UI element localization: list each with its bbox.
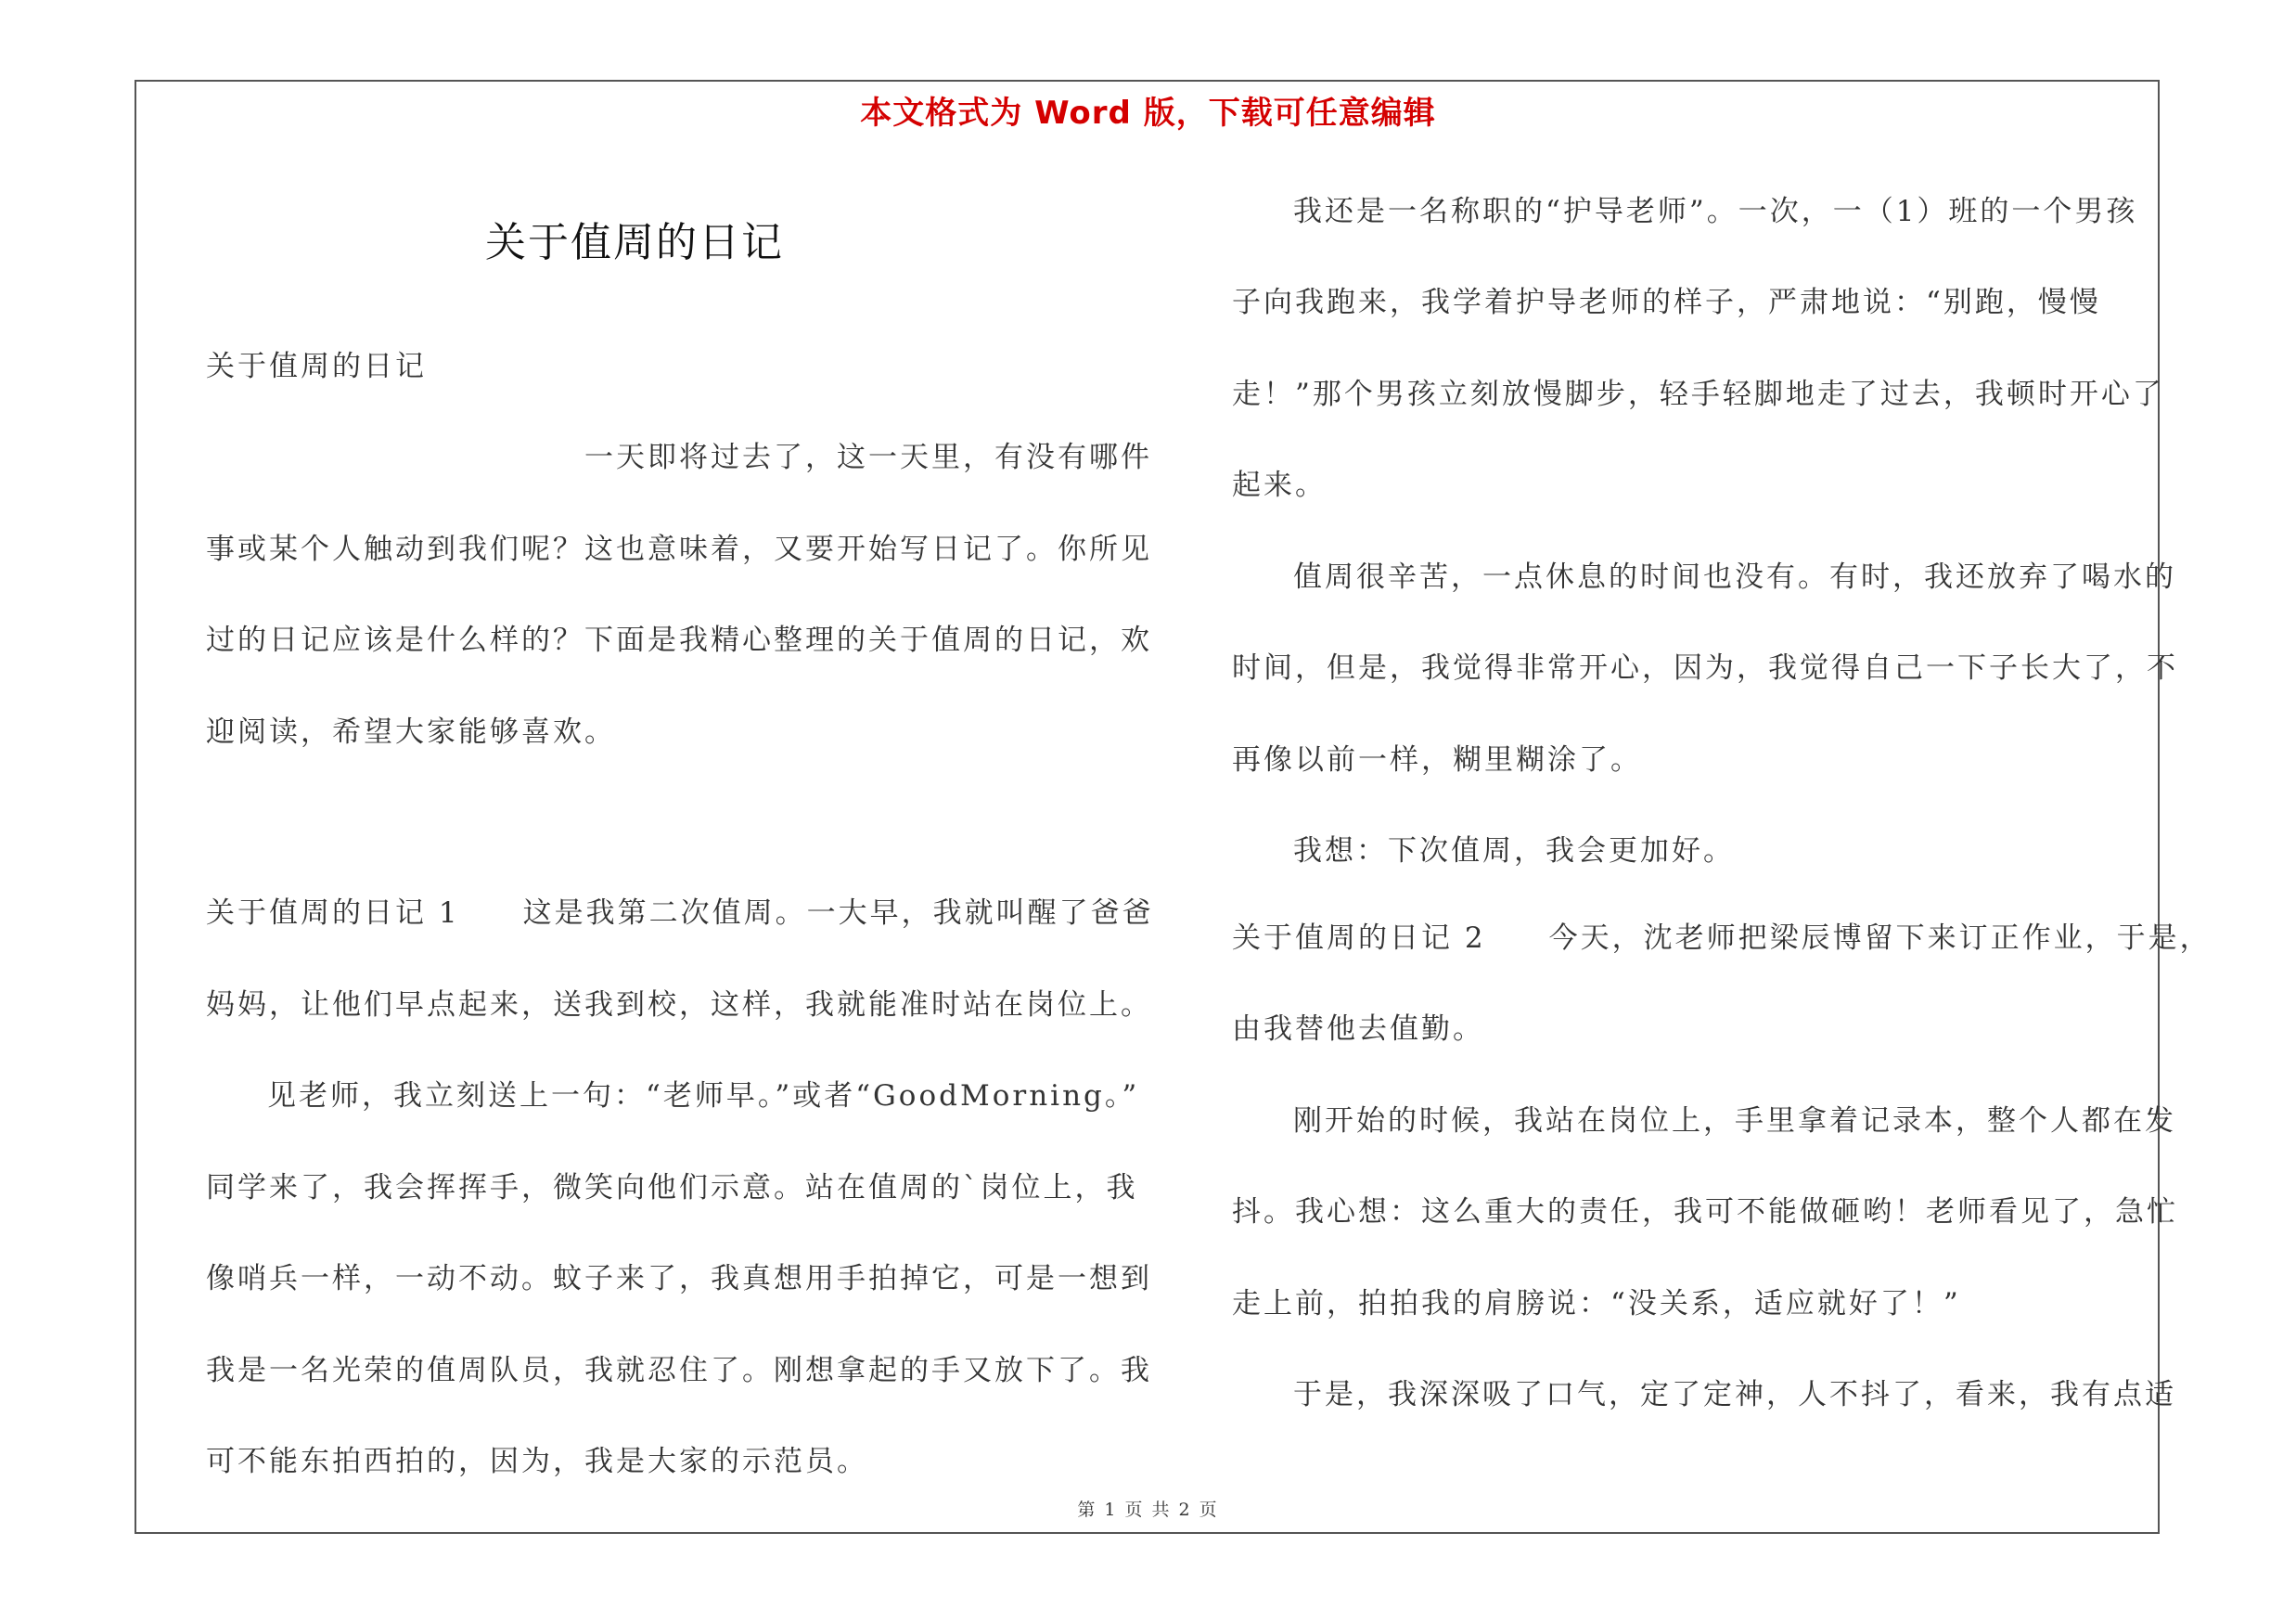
left-line-intro-2: 事或某个人触动到我们呢？这也意味着，又要开始写日记了。你所见	[206, 533, 1152, 566]
right-line-14: 于是，我深深吸了口气，定了定神，人不抖了，看来，我有点适	[1293, 1378, 2176, 1411]
right-line-4: 起来。	[1232, 469, 1327, 502]
right-line-3: 走！”那个男孩立刻放慢脚步，轻手轻脚地走了过去，我顿时开心了	[1232, 378, 2164, 411]
left-line-intro-1: 一天即将过去了，这一天里，有没有哪件	[584, 441, 1152, 474]
left-line-diary1-6: 我是一名光荣的值周队员，我就忍住了。刚想拿起的手又放下了。我	[206, 1354, 1152, 1387]
right-line-5: 值周很辛苦，一点休息的时间也没有。有时，我还放弃了喝水的	[1293, 560, 2176, 594]
left-line-diary1-4: 同学来了，我会挥挥手，微笑向他们示意。站在值周的`岗位上，我	[206, 1171, 1138, 1204]
left-line-diary1-2: 妈妈，让他们早点起来，送我到校，这样，我就能准时站在岗位上。	[206, 988, 1152, 1022]
right-line-8: 我想：下次值周，我会更加好。	[1293, 834, 1735, 868]
right-line-6: 时间，但是，我觉得非常开心，因为，我觉得自己一下子长大了，不	[1232, 651, 2178, 685]
format-banner: 本文格式为 Word 版，下载可任意编辑	[860, 95, 1436, 132]
left-line-intro-4: 迎阅读，希望大家能够喜欢。	[206, 715, 616, 749]
right-line-2: 子向我跑来，我学着护导老师的样子，严肃地说：“别跑，慢慢	[1232, 286, 2101, 319]
right-line-7: 再像以前一样，糊里糊涂了。	[1232, 743, 1642, 777]
right-line-diary2-heading: 关于值周的日记 2 今天，沈老师把梁辰博留下来订正作业，于是，	[1232, 921, 2212, 955]
right-line-12: 抖。我心想：这么重大的责任，我可不能做砸哟！老师看见了，急忙	[1232, 1195, 2178, 1229]
left-line-diary1-heading: 关于值周的日记 1 这是我第二次值周。一大早，我就叫醒了爸爸	[206, 896, 1154, 930]
page-number-footer: 第 1 页 共 2 页	[1077, 1500, 1219, 1520]
left-line-diary1-7: 可不能东拍西拍的，因为，我是大家的示范员。	[206, 1445, 868, 1478]
right-line-11: 刚开始的时候，我站在岗位上，手里拿着记录本，整个人都在发	[1293, 1104, 2176, 1138]
left-line-diary1-5: 像哨兵一样，一动不动。蚊子来了，我真想用手拍掉它，可是一想到	[206, 1262, 1152, 1295]
left-line-diary1-3: 见老师，我立刻送上一句：“老师早。”或者“GoodMorning。”	[267, 1079, 1140, 1113]
document-title: 关于值周的日记	[485, 219, 784, 266]
left-line-intro-3: 过的日记应该是什么样的？下面是我精心整理的关于值周的日记，欢	[206, 624, 1152, 657]
right-line-13: 走上前，拍拍我的肩膀说：“没关系，适应就好了！”	[1232, 1287, 1961, 1320]
left-line-subtitle: 关于值周的日记	[206, 350, 427, 383]
right-line-10: 由我替他去值勤。	[1232, 1012, 1484, 1046]
right-line-1: 我还是一名称职的“护导老师”。一次，一（1）班的一个男孩	[1293, 195, 2138, 228]
